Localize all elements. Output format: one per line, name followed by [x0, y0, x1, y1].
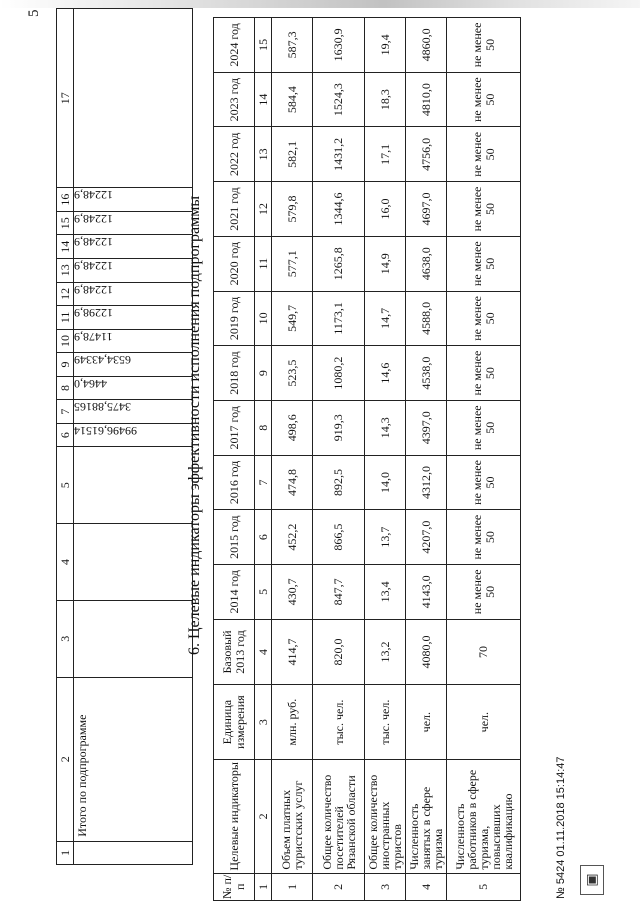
indicators-header: Единица измерения	[214, 685, 255, 760]
indicators-col-number: 5	[255, 564, 272, 619]
row-number: 5	[447, 873, 521, 900]
indicator-value: 19,4	[365, 18, 406, 73]
indicator-value: не менее 50	[447, 510, 521, 565]
table-row	[313, 18, 365, 901]
budget-table	[56, 8, 193, 865]
indicator-value: 1173,1	[313, 291, 365, 346]
indicators-col-number: 9	[255, 346, 272, 401]
budget-total-value: 6534,43349	[74, 353, 131, 368]
budget-header-row	[57, 9, 74, 865]
indicator-value: 4756,0	[406, 127, 447, 182]
budget-total-value: 12248,9	[74, 211, 113, 226]
indicator-value: 17,1	[365, 127, 406, 182]
indicators-header: 2015 год	[214, 510, 255, 565]
budget-total-value: 12248,9	[74, 282, 113, 297]
budget-total-value: 3475,88165	[74, 400, 131, 415]
indicator-value: 430,7	[272, 564, 313, 619]
budget-total-value: 11478,9	[74, 329, 113, 344]
budget-col-number: 9	[57, 353, 74, 377]
indicator-name: Общее количество иностранных туристов	[365, 759, 406, 873]
budget-col-number: 8	[57, 376, 74, 400]
indicator-value: 4080,0	[406, 619, 447, 685]
indicator-value: 4312,0	[406, 455, 447, 510]
budget-total-row	[74, 9, 193, 865]
indicator-value: 498,6	[272, 400, 313, 455]
indicator-value: 16,0	[365, 182, 406, 237]
indicator-value: 14,7	[365, 291, 406, 346]
indicator-unit: тыс. чел.	[365, 685, 406, 760]
indicator-value: 1524,3	[313, 72, 365, 127]
indicator-value: 4860,0	[406, 18, 447, 73]
indicator-value: 1265,8	[313, 236, 365, 291]
indicator-value: 1344,6	[313, 182, 365, 237]
budget-total-value: 12298,9	[74, 306, 113, 321]
indicator-unit: чел.	[447, 685, 521, 760]
indicators-header: Базовый 2013 год	[214, 619, 255, 685]
indicator-value: не менее 50	[447, 564, 521, 619]
indicator-value: 820,0	[313, 619, 365, 685]
budget-col-number: 4	[57, 524, 74, 601]
indicators-col-number: 2	[255, 759, 272, 873]
indicator-value: 582,1	[272, 127, 313, 182]
indicator-value: 70	[447, 619, 521, 685]
indicator-value: 1630,9	[313, 18, 365, 73]
budget-col-number: 15	[57, 211, 74, 235]
indicators-col-number: 12	[255, 182, 272, 237]
indicator-value: 579,8	[272, 182, 313, 237]
indicator-value: не менее 50	[447, 346, 521, 401]
indicator-value: 14,3	[365, 400, 406, 455]
indicator-unit: чел.	[406, 685, 447, 760]
indicators-col-number-row	[255, 18, 272, 901]
indicator-value: не менее 50	[447, 18, 521, 73]
table-row	[447, 18, 521, 901]
budget-col-number: 14	[57, 235, 74, 259]
indicator-unit: млн. руб.	[272, 685, 313, 760]
indicators-col-number: 7	[255, 455, 272, 510]
page-number: 5	[26, 9, 42, 17]
indicators-header: 2024 год	[214, 18, 255, 73]
indicator-value: 14,9	[365, 236, 406, 291]
indicators-header: 2016 год	[214, 455, 255, 510]
indicator-value: не менее 50	[447, 400, 521, 455]
indicators-header: 2022 год	[214, 127, 255, 182]
indicators-col-number: 1	[255, 873, 272, 900]
indicators-header: 2020 год	[214, 236, 255, 291]
budget-col-number: 6	[57, 423, 74, 447]
indicator-name: Общее количество посетителей Рязанской области	[313, 759, 365, 873]
indicator-value: 18,3	[365, 72, 406, 127]
indicators-header: 2018 год	[214, 346, 255, 401]
indicators-col-number: 11	[255, 236, 272, 291]
table-row	[406, 18, 447, 901]
row-number: 3	[365, 873, 406, 900]
indicator-value: не менее 50	[447, 236, 521, 291]
indicator-value: не менее 50	[447, 127, 521, 182]
indicator-value: 4397,0	[406, 400, 447, 455]
budget-col-number: 7	[57, 400, 74, 424]
indicators-col-number: 3	[255, 685, 272, 760]
stamp-icon: ▣	[580, 865, 604, 895]
row-number: 4	[406, 873, 447, 900]
indicator-value: 474,8	[272, 455, 313, 510]
indicator-value: 4810,0	[406, 72, 447, 127]
budget-total-value: 12248,9	[74, 259, 113, 274]
indicator-value: 13,2	[365, 619, 406, 685]
row-number: 1	[272, 873, 313, 900]
indicators-col-number: 14	[255, 72, 272, 127]
indicator-value: 414,7	[272, 619, 313, 685]
indicator-value: 584,4	[272, 72, 313, 127]
document-footer: № 5424 01.11.2018 15:14:47	[555, 756, 567, 899]
indicator-value: 1080,2	[313, 346, 365, 401]
indicators-header: 2014 год	[214, 564, 255, 619]
indicator-value: не менее 50	[447, 182, 521, 237]
budget-col-number: 16	[57, 188, 74, 212]
indicator-value: 4538,0	[406, 346, 447, 401]
indicator-value: 4638,0	[406, 236, 447, 291]
indicator-value: 452,2	[272, 510, 313, 565]
table-row	[365, 18, 406, 901]
indicator-name: Численность работников в сфере туризма, повысивших квалификацию	[447, 759, 521, 873]
budget-col-number: 2	[57, 677, 74, 841]
indicator-value: 919,3	[313, 400, 365, 455]
indicator-value: 4207,0	[406, 510, 447, 565]
indicator-value: 866,5	[313, 510, 365, 565]
indicator-value: 13,7	[365, 510, 406, 565]
indicators-table	[213, 17, 521, 901]
indicator-value: 892,5	[313, 455, 365, 510]
budget-col-number: 5	[57, 447, 74, 524]
indicator-value: 587,3	[272, 18, 313, 73]
indicators-col-number: 8	[255, 400, 272, 455]
indicators-col-number: 10	[255, 291, 272, 346]
budget-col-number: 11	[57, 306, 74, 330]
indicators-header: 2017 год	[214, 400, 255, 455]
indicators-header: 2023 год	[214, 72, 255, 127]
budget-total-label: Итого по подпрограмме	[74, 677, 193, 841]
indicator-value: не менее 50	[447, 291, 521, 346]
indicators-header: 2021 год	[214, 182, 255, 237]
budget-total-value: 4464,0	[74, 376, 107, 391]
row-number: 2	[313, 873, 365, 900]
budget-col-number: 17	[57, 9, 74, 188]
indicator-value: не менее 50	[447, 72, 521, 127]
indicators-col-number: 15	[255, 18, 272, 73]
indicators-col-number: 6	[255, 510, 272, 565]
indicator-value: 14,6	[365, 346, 406, 401]
indicators-header: № п/п	[214, 873, 255, 900]
budget-col-number: 12	[57, 282, 74, 306]
indicator-name: Объем платных туристских услуг	[272, 759, 313, 873]
indicator-value: 4697,0	[406, 182, 447, 237]
budget-total-value: 12248,9	[74, 188, 113, 203]
indicator-value: 847,7	[313, 564, 365, 619]
budget-col-number: 3	[57, 600, 74, 677]
indicators-col-number: 13	[255, 127, 272, 182]
indicators-header: 2019 год	[214, 291, 255, 346]
indicator-value: 577,1	[272, 236, 313, 291]
indicator-value: 549,7	[272, 291, 313, 346]
indicators-header-row	[214, 18, 255, 901]
indicator-value: не менее 50	[447, 455, 521, 510]
indicator-unit: тыс. чел.	[313, 685, 365, 760]
indicators-col-number: 4	[255, 619, 272, 685]
indicator-name: Численность занятых в сфере туризма	[406, 759, 447, 873]
table-row	[272, 18, 313, 901]
indicator-value: 4588,0	[406, 291, 447, 346]
indicator-value: 523,5	[272, 346, 313, 401]
budget-total-value: 12248,9	[74, 235, 113, 250]
budget-col-number: 13	[57, 259, 74, 283]
indicator-value: 4143,0	[406, 564, 447, 619]
indicators-header: Целевые индикаторы	[214, 759, 255, 873]
indicator-value: 1431,2	[313, 127, 365, 182]
budget-col-number: 1	[57, 841, 74, 864]
budget-total-value: 99496,61514	[74, 423, 137, 438]
budget-col-number: 10	[57, 329, 74, 353]
indicator-value: 14,0	[365, 455, 406, 510]
section-title: 6. Целевые индикаторы эффективности исполнения подпрограммы	[186, 195, 203, 655]
indicator-value: 13,4	[365, 564, 406, 619]
